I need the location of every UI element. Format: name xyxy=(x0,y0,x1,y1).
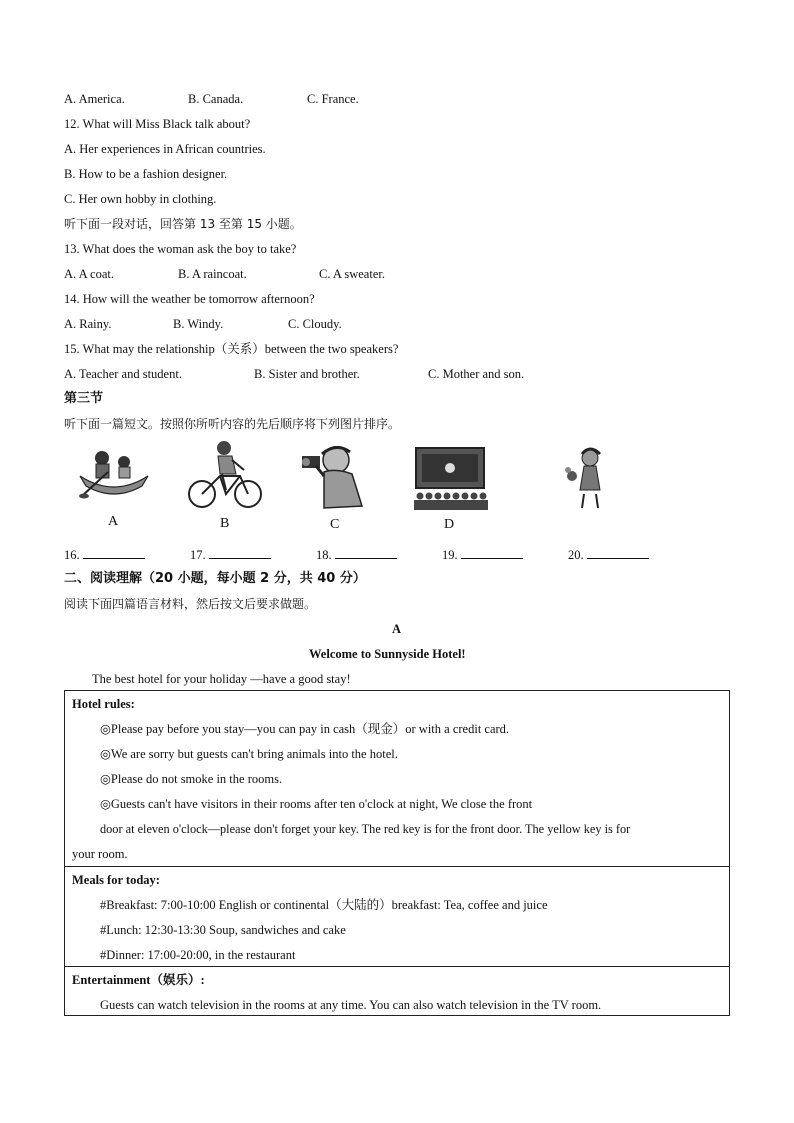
meal-item: #Lunch: 12:30-13:30 Soup, sandwiches and cake xyxy=(100,923,346,937)
hotel-rule-item: ◎Please pay before you stay—you can pay in cash（现金）or with a credit card. xyxy=(100,722,510,736)
answer-number-18: 18. xyxy=(316,548,332,562)
cinema-screen-icon xyxy=(410,446,490,512)
picture-label-d: D xyxy=(444,517,455,532)
q14-option-b: B. Windy. xyxy=(173,317,224,331)
hotel-rule-continuation: your room. xyxy=(72,847,128,861)
q12-question: 12. What will Miss Black talk about? xyxy=(64,117,251,131)
passage-title: Welcome to Sunnyside Hotel! xyxy=(309,647,466,661)
q11-option-a: A. America. xyxy=(64,92,125,106)
meal-item: #Breakfast: 7:00-10:00 English or continental（大陆的）breakfast: Tea, coffee and juice xyxy=(100,898,548,912)
picture-label-c: C xyxy=(330,517,340,532)
q15-question: 15. What may the relationship（关系）between the two speakers? xyxy=(64,342,399,356)
hotel-rule-item: ◎Guests can't have visitors in their rooms after ten o'clock at night, We close the front xyxy=(100,797,533,811)
section3-instruction: 听下面一篇短文。按照你所听内容的先后顺序将下列图片排序。 xyxy=(64,417,401,431)
q13-question: 13. What does the woman ask the boy to take? xyxy=(64,242,297,256)
answer-blank-18[interactable] xyxy=(316,546,397,563)
hotel-rule-continuation: door at eleven o'clock—please don't forget your key. The red key is for the front door. The yellow key is for xyxy=(100,822,631,836)
reading-part-title: 二、阅读理解（20 小题，每小题 2 分，共 40 分） xyxy=(64,571,366,586)
hotel-rules-heading: Hotel rules: xyxy=(72,697,135,711)
hotel-info-table xyxy=(64,690,730,1016)
girl-with-flowers-icon xyxy=(560,446,612,512)
answer-number-20: 20. xyxy=(568,548,584,562)
hotel-rule-item: ◎Please do not smoke in the rooms. xyxy=(100,772,283,786)
q15-option-a: A. Teacher and student. xyxy=(64,367,182,381)
answer-number-19: 19. xyxy=(442,548,458,562)
answer-number-16: 16. xyxy=(64,548,80,562)
q11-option-c: C. France. xyxy=(307,92,359,106)
entertainment-text: Guests can watch television in the rooms at any time. You can also watch television in the TV room. xyxy=(100,998,602,1012)
answer-blank-17[interactable] xyxy=(190,546,271,563)
q13-option-c: C. A sweater. xyxy=(319,267,385,281)
passage-label: A xyxy=(392,622,402,636)
rowing-boat-icon xyxy=(76,446,152,504)
q13-option-b: B. A raincoat. xyxy=(178,267,247,281)
answer-blank-20[interactable] xyxy=(568,546,649,563)
picture-label-a: A xyxy=(108,514,119,529)
dialog-instruction: 听下面一段对话，回答第 13 至第 15 小题。 xyxy=(64,217,302,231)
q12-option-c: C. Her own hobby in clothing. xyxy=(64,192,217,206)
q11-option-b: B. Canada. xyxy=(188,92,244,106)
hotel-rule-item: ◎We are sorry but guests can't bring animals into the hotel. xyxy=(100,747,398,761)
photographer-icon xyxy=(296,442,374,512)
passage-intro: The best hotel for your holiday —have a good stay! xyxy=(92,672,351,686)
q15-option-c: C. Mother and son. xyxy=(428,367,525,381)
answer-blank-19[interactable] xyxy=(442,546,523,563)
q14-option-a: A. Rainy. xyxy=(64,317,112,331)
q13-option-a: A. A coat. xyxy=(64,267,114,281)
q12-option-b: B. How to be a fashion designer. xyxy=(64,167,228,181)
q14-question: 14. How will the weather be tomorrow afternoon? xyxy=(64,292,315,306)
meals-heading: Meals for today: xyxy=(72,873,160,887)
q15-option-b: B. Sister and brother. xyxy=(254,367,360,381)
bicycle-rider-icon xyxy=(186,440,266,512)
reading-instruction: 阅读下面四篇语言材料，然后按文后要求做题。 xyxy=(64,597,317,611)
entertainment-heading: Entertainment（娱乐）: xyxy=(72,973,205,987)
q14-option-c: C. Cloudy. xyxy=(288,317,342,331)
picture-label-b: B xyxy=(220,516,230,531)
answer-blank-16[interactable] xyxy=(64,546,145,563)
answer-number-17: 17. xyxy=(190,548,206,562)
q12-option-a: A. Her experiences in African countries. xyxy=(64,142,266,156)
section3-title: 第三节 xyxy=(64,391,104,406)
meal-item: #Dinner: 17:00-20:00, in the restaurant xyxy=(100,948,296,962)
